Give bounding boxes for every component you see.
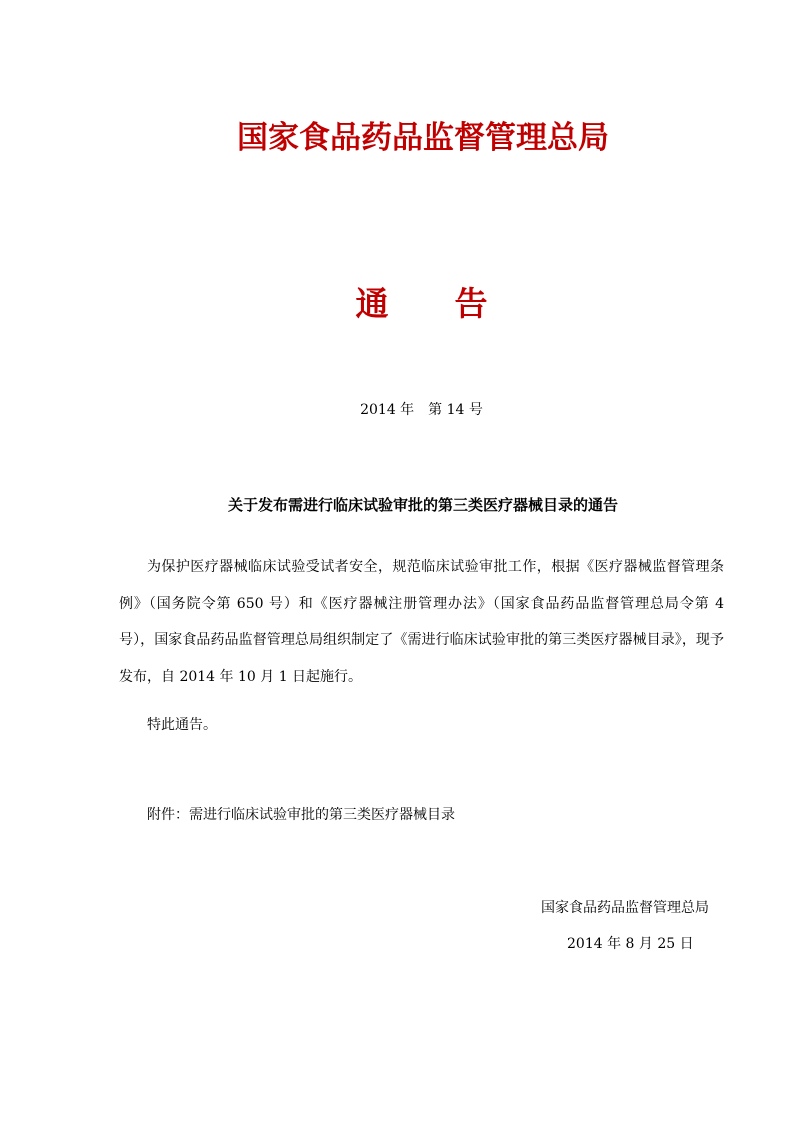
document-number: 2014 年 第 14 号 (360, 402, 483, 418)
closing-line: 特此通告。 (147, 717, 217, 733)
notice-title (0, 282, 793, 326)
notice-title-char-2: 告 (454, 284, 488, 323)
signature-agency: 国家食品药品监督管理总局 (541, 900, 709, 916)
notice-title-char-1: 通 (355, 284, 389, 323)
body-paragraph: 为保护医疗器械临床试验受试者安全，规范临床试验审批工作，根据《医疗器械监督管理条例》（国务院令第 650 号）和《医疗器械注册管理办法》（国家食品药品监督管理总局令第 4 号），国家食品药品监督管理总局组织制定了《需进行临床试验审批的第三类医疗器械目录》，现予发布，自 2014 年 10 月 1 日起施行。 (119, 559, 724, 685)
signature-date: 2014 年 8 月 25 日 (567, 936, 694, 952)
document-subject: 关于发布需进行临床试验审批的第三类医疗器械目录的通告 (227, 496, 618, 514)
attachment-line: 附件：需进行临床试验审批的第三类医疗器械目录 (147, 807, 455, 823)
issuing-agency-header: 国家食品药品监督管理总局 (237, 120, 609, 156)
